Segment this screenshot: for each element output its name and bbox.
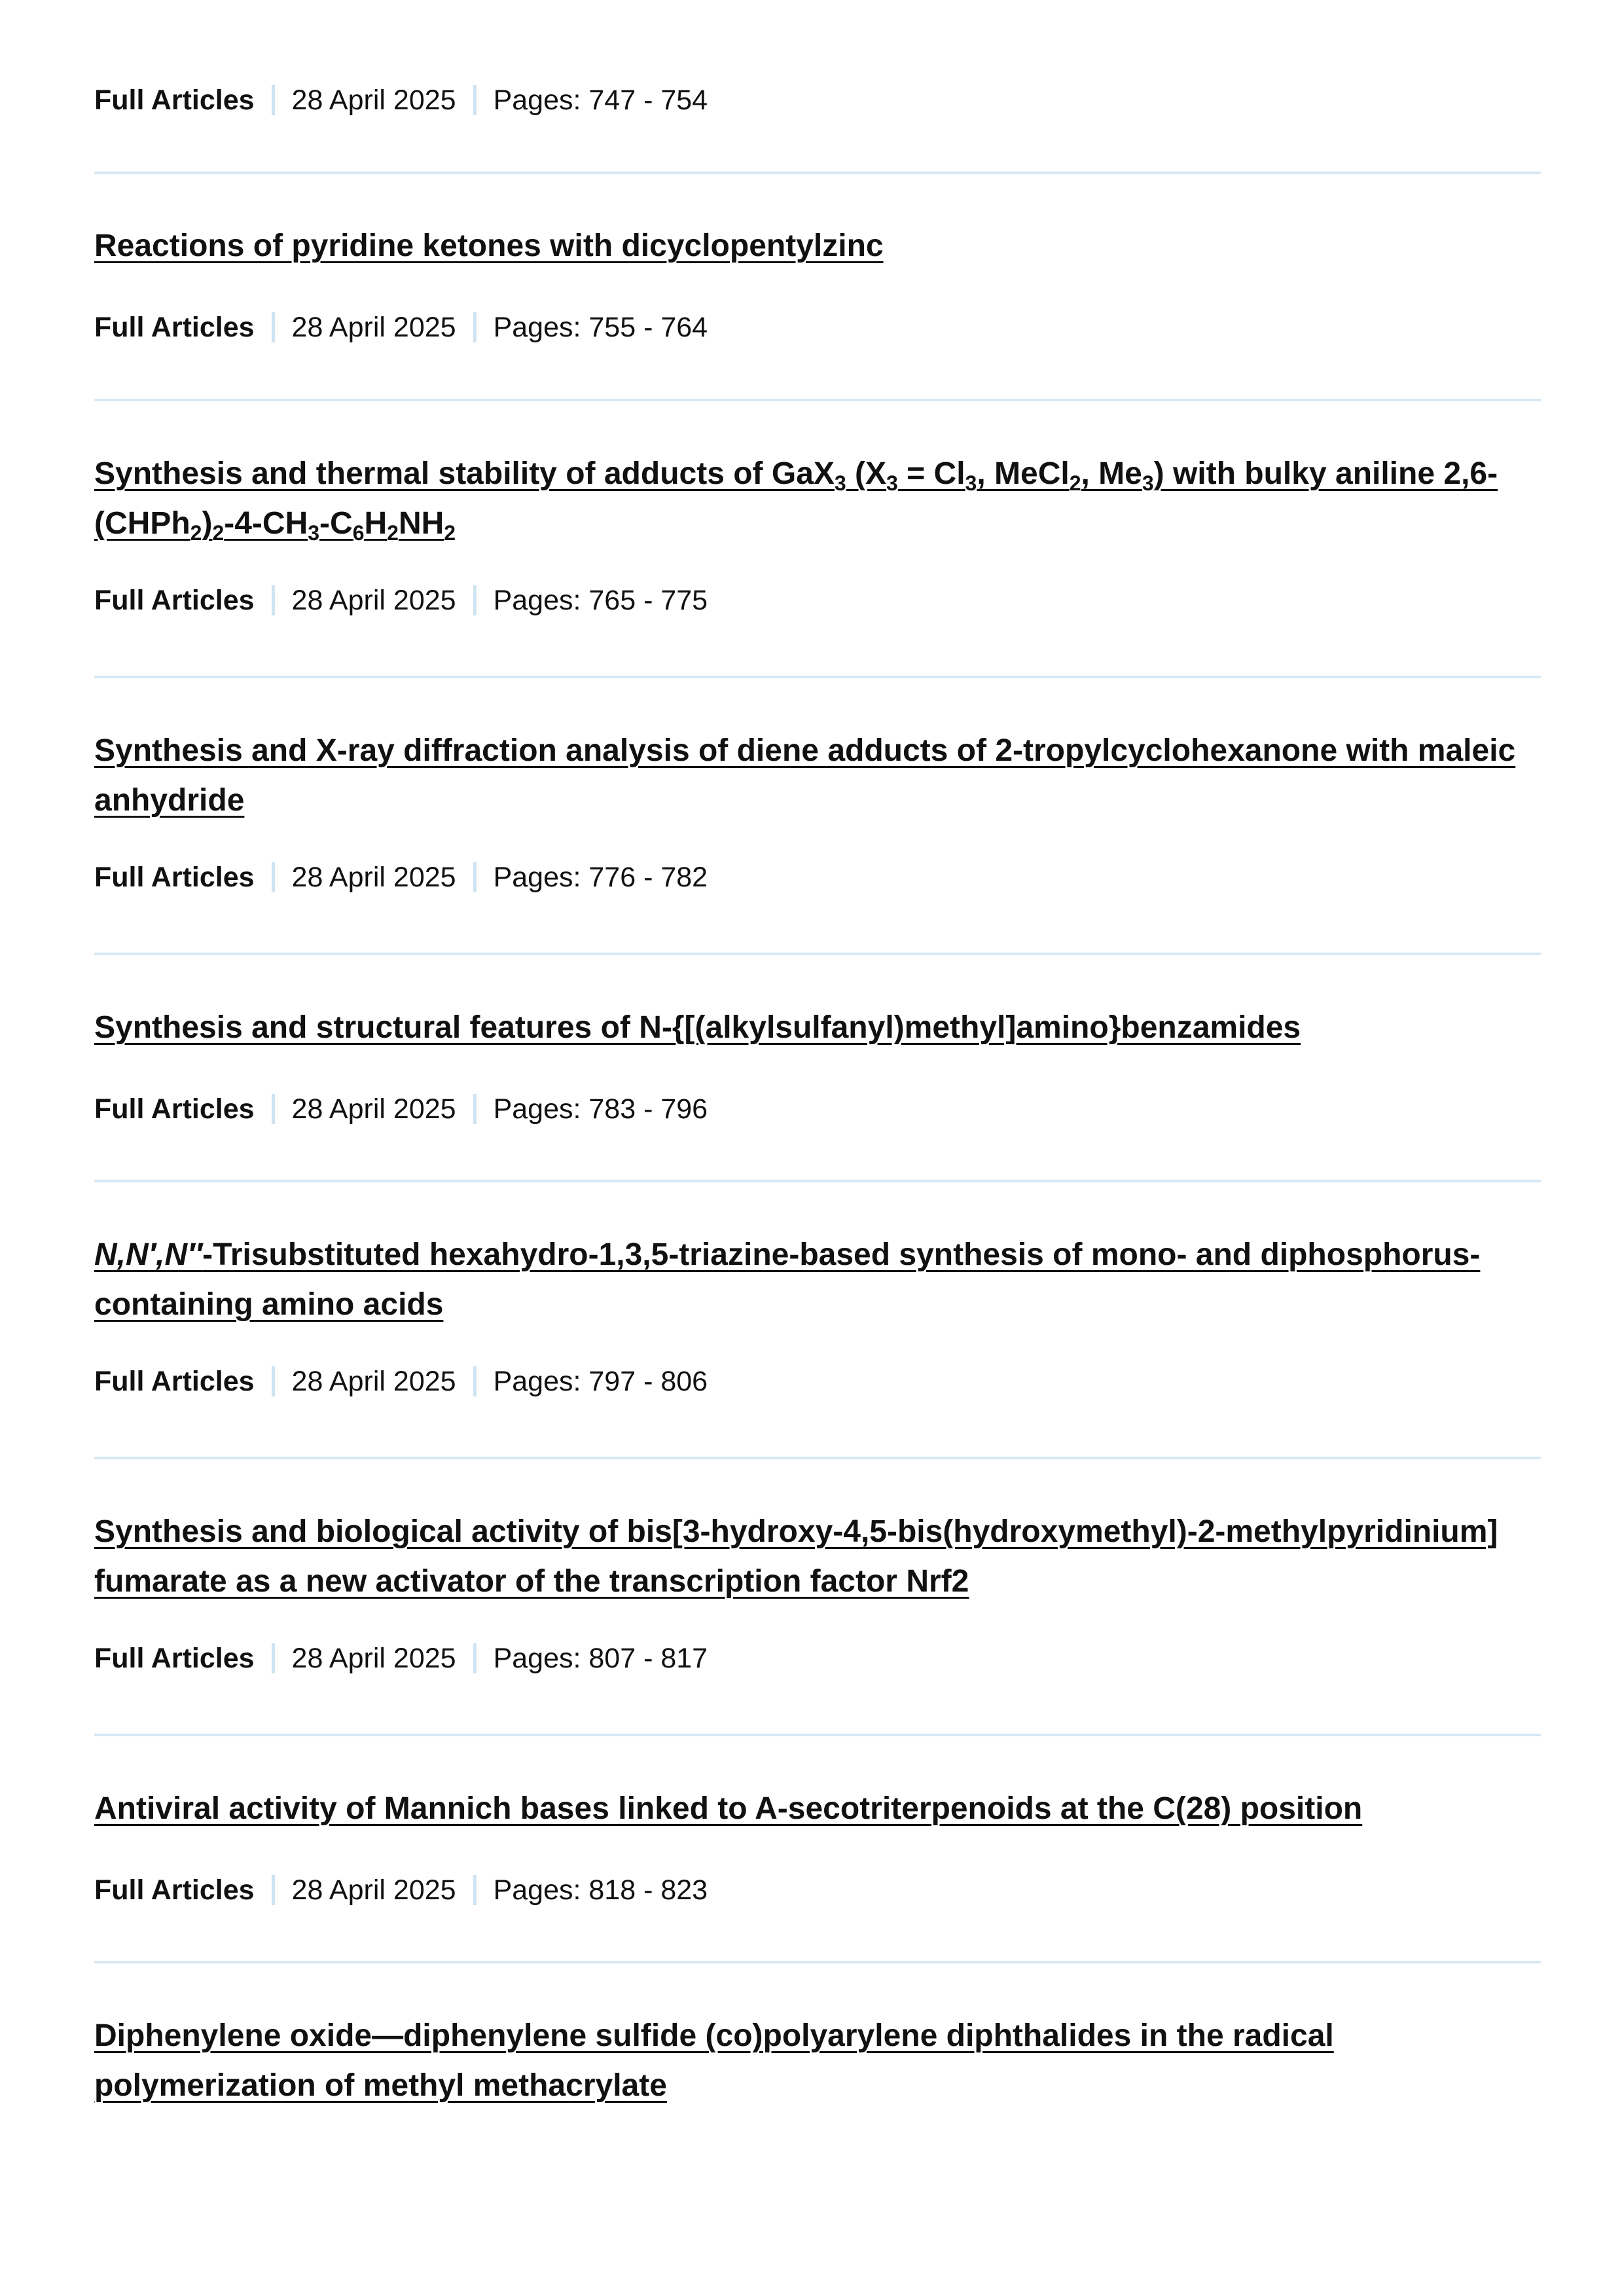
article-type-link[interactable]: Full Articles	[94, 1093, 255, 1125]
meta-separator	[272, 1366, 275, 1396]
article-title-link[interactable]: N,N′,N″-Trisubstituted hexahydro-1,3,5-triazine-based synthesis of mono- and diphosphorus-containing amino acids	[94, 1237, 1481, 1322]
article-type-link[interactable]: Full Articles	[94, 311, 255, 343]
meta-separator	[272, 1094, 275, 1124]
article-title-link[interactable]: Synthesis and thermal stability of adducts of GaX$_3$ ($X_3 = Cl_3$, MeCl$_2$, $Me_3$) with bulky aniline $2,6-(CHPh_2)_2-4-CH_3-C_6H_2NH_2$	[94, 456, 1498, 545]
article-date: 28 April 2025	[291, 84, 456, 116]
article-date: 28 April 2025	[291, 1093, 456, 1125]
divider	[94, 953, 1541, 955]
article-meta	[94, 859, 708, 896]
article-meta	[94, 1872, 708, 1908]
meta-separator	[272, 585, 275, 615]
article-meta	[94, 82, 708, 118]
meta-separator	[473, 1094, 477, 1124]
meta-separator	[473, 862, 477, 892]
article-pages: Pages: 783 - 796	[493, 1093, 708, 1125]
article-meta	[94, 1640, 708, 1677]
divider	[94, 1734, 1541, 1736]
article-meta	[94, 1091, 708, 1127]
article-pages: Pages: 776 - 782	[493, 861, 708, 893]
meta-separator	[272, 1643, 275, 1673]
meta-separator	[473, 312, 477, 342]
divider	[94, 172, 1541, 174]
article-title-link[interactable]: Synthesis and biological activity of bis[3-hydroxy-4,5-bis(hydroxymethyl)-2-methylpyridinium] fumarate as a new activator of the transcription factor Nrf2	[94, 1514, 1498, 1599]
meta-separator	[473, 1643, 477, 1673]
article-pages: Pages: 797 - 806	[493, 1365, 708, 1397]
article-pages: Pages: 755 - 764	[493, 311, 708, 343]
article-meta	[94, 582, 708, 619]
article-date: 28 April 2025	[291, 584, 456, 616]
article-date: 28 April 2025	[291, 311, 456, 343]
article-meta	[94, 1363, 708, 1400]
article-type-link[interactable]: Full Articles	[94, 584, 255, 616]
meta-separator	[272, 85, 275, 115]
divider	[94, 1961, 1541, 1963]
meta-separator	[473, 85, 477, 115]
article-item	[94, 221, 1541, 343]
meta-separator	[272, 862, 275, 892]
article-title-link[interactable]: Diphenylene oxide—diphenylene sulfide (co)polyarylene diphthalides in the radical polymerization of methyl methacrylate	[94, 2018, 1334, 2103]
meta-separator	[473, 1875, 477, 1905]
divider	[94, 1180, 1541, 1182]
meta-separator	[473, 585, 477, 615]
article-item	[94, 726, 1541, 893]
article-item	[94, 449, 1541, 616]
article-type-link[interactable]: Full Articles	[94, 84, 255, 116]
article-pages: Pages: 818 - 823	[493, 1874, 708, 1906]
article-date: 28 April 2025	[291, 1365, 456, 1397]
article-date: 28 April 2025	[291, 1874, 456, 1906]
article-meta	[94, 309, 708, 346]
article-item	[94, 1003, 1541, 1125]
article-type-link[interactable]: Full Articles	[94, 1874, 255, 1906]
article-pages: Pages: 807 - 817	[493, 1642, 708, 1674]
article-item	[94, 2011, 1541, 2111]
divider	[94, 676, 1541, 678]
article-pages: Pages: 765 - 775	[493, 584, 708, 616]
meta-separator	[272, 312, 275, 342]
divider	[94, 1457, 1541, 1459]
meta-separator	[272, 1875, 275, 1905]
divider	[94, 399, 1541, 401]
article-type-link[interactable]: Full Articles	[94, 1365, 255, 1397]
article-title-link[interactable]: Antiviral activity of Mannich bases linked to A-secotriterpenoids at the C(28) position	[94, 1791, 1363, 1826]
article-item	[94, 1507, 1541, 1674]
article-type-link[interactable]: Full Articles	[94, 861, 255, 893]
article-item	[94, 1784, 1541, 1906]
article-type-link[interactable]: Full Articles	[94, 1642, 255, 1674]
meta-separator	[473, 1366, 477, 1396]
article-title-link[interactable]: Reactions of pyridine ketones with dicyclopentylzinc	[94, 228, 884, 263]
article-title-link[interactable]: Synthesis and structural features of N-{[(alkylsulfanyl)methyl]amino}benzamides	[94, 1010, 1301, 1045]
article-item	[94, 1230, 1541, 1397]
article-pages: Pages: 747 - 754	[493, 84, 708, 116]
article-title-link[interactable]: Synthesis and X-ray diffraction analysis of diene adducts of 2-tropylcyclohexanone with maleic anhydride	[94, 733, 1516, 818]
article-date: 28 April 2025	[291, 861, 456, 893]
article-date: 28 April 2025	[291, 1642, 456, 1674]
